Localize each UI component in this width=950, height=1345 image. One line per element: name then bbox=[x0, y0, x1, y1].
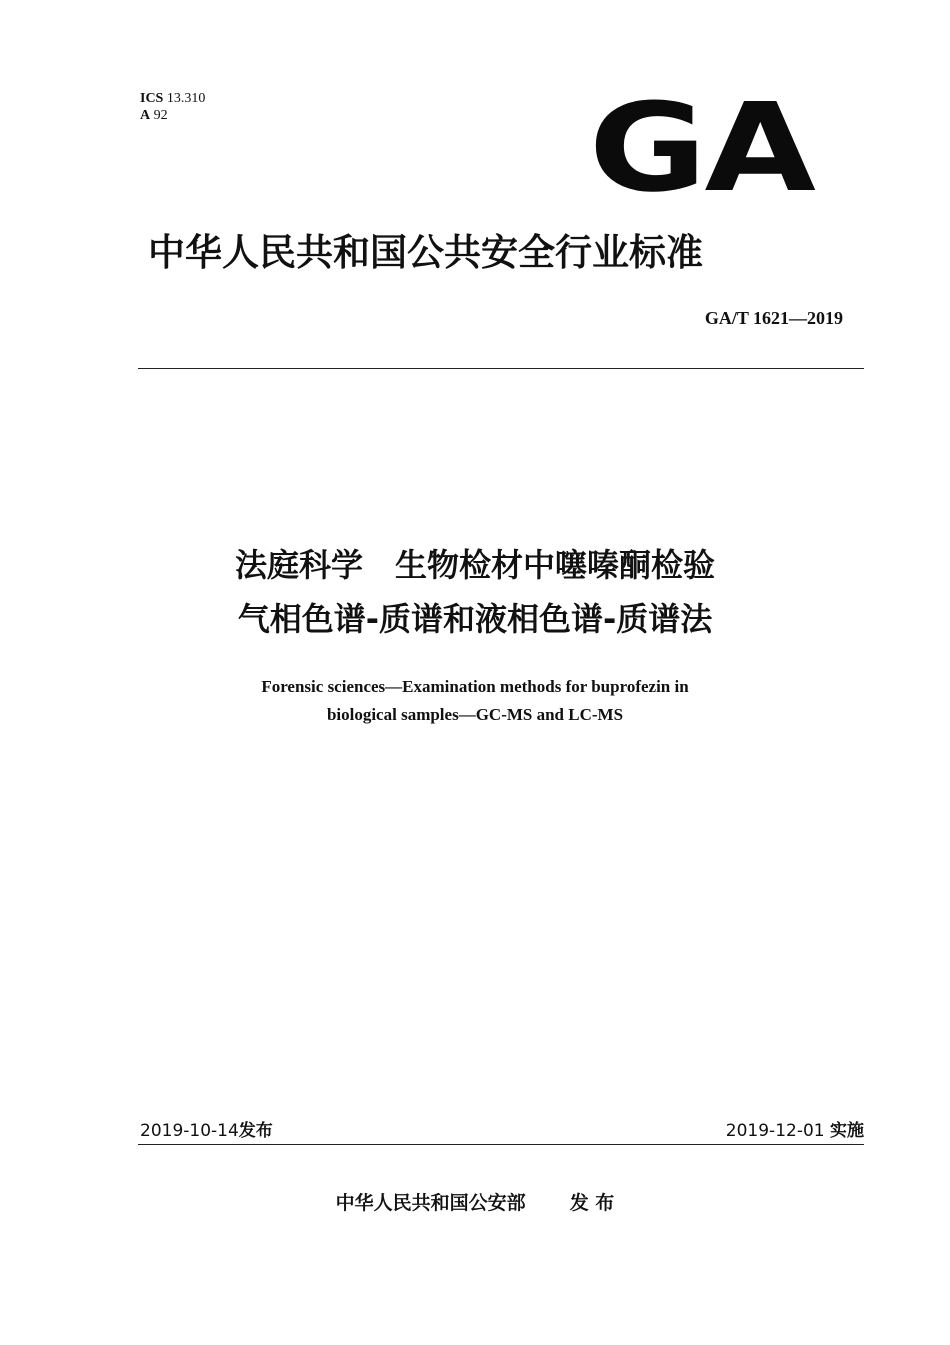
issuing-authority bbox=[0, 1188, 950, 1215]
top-divider bbox=[138, 368, 864, 369]
standard-type-title: 中华人民共和国公共安全行业标准 bbox=[148, 231, 703, 274]
issue-date-value: 2019-10-14 bbox=[140, 1121, 239, 1141]
chinese-title-line-1: 法庭科学 生物检材中噻嗪酮检验 bbox=[234, 546, 715, 584]
issuer-name: 中华人民共和国公安部 bbox=[335, 1192, 526, 1214]
ccs-label: A bbox=[140, 108, 151, 123]
effective-date-value: 2019-12-01 bbox=[725, 1121, 825, 1141]
chinese-title-line-2: 气相色谱-质谱和液相色谱-质谱法 bbox=[237, 600, 713, 638]
ccs-value: 92 bbox=[153, 108, 168, 123]
effective-word: 实施 bbox=[830, 1121, 864, 1141]
ics-value: 13.310 bbox=[166, 91, 206, 106]
english-title-line-1: Forensic sciences—Examination methods for buprofezin in bbox=[261, 677, 689, 696]
standard-number-text: GA/T 1621—2019 bbox=[704, 308, 843, 328]
issue-word: 发布 bbox=[238, 1121, 273, 1141]
bottom-divider bbox=[138, 1144, 864, 1145]
issue-date bbox=[140, 1116, 273, 1141]
ics-code bbox=[140, 90, 205, 107]
ccs-code bbox=[140, 107, 205, 124]
issuer-action: 发 布 bbox=[569, 1192, 615, 1214]
ga-logo: GA bbox=[589, 77, 814, 219]
english-title-line-2: biological samples—GC-MS and LC-MS bbox=[326, 705, 624, 724]
ics-label: ICS bbox=[140, 91, 164, 106]
standard-number bbox=[705, 308, 843, 329]
classification-codes bbox=[140, 90, 205, 124]
effective-date bbox=[726, 1116, 864, 1141]
